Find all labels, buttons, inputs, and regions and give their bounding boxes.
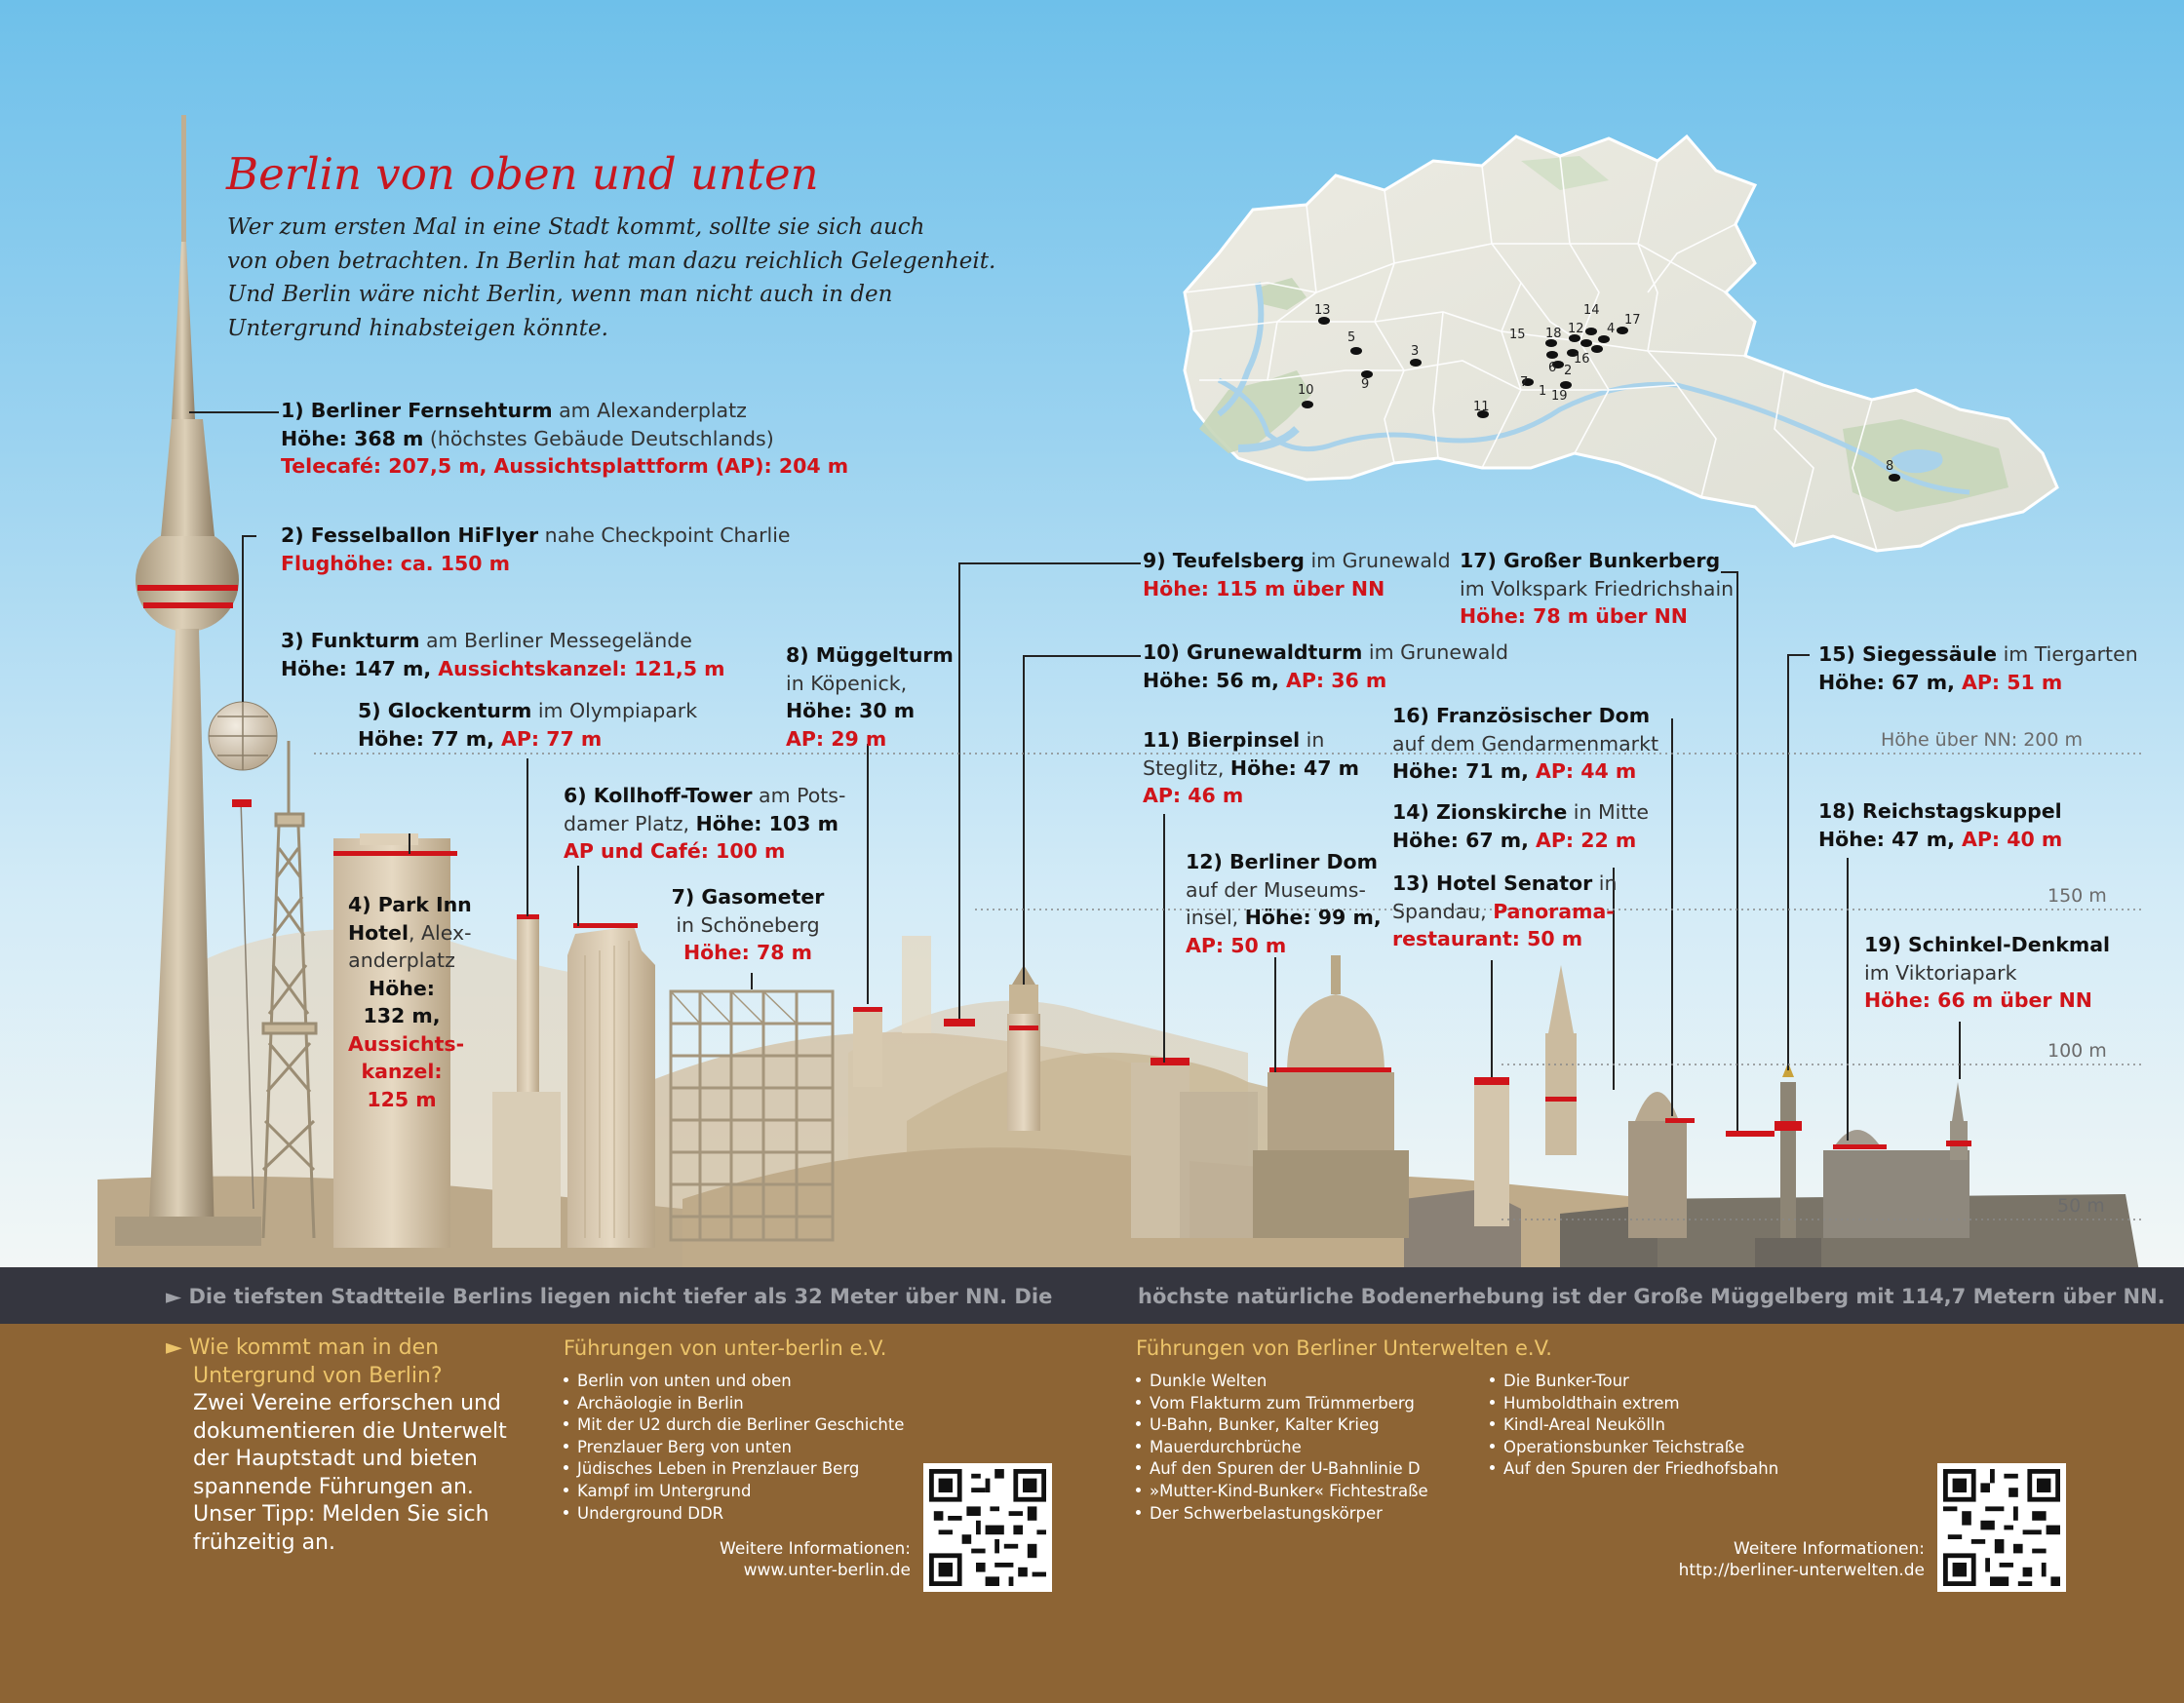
map-marker-5: 5 <box>1347 330 1356 345</box>
location: in Mitte <box>1567 800 1650 824</box>
location: im Grunewald <box>1362 640 1509 664</box>
height-line-50: 50 m <box>2057 1195 2105 1217</box>
label-schinkel <box>1864 931 2110 1015</box>
height: Höhe: 67 m, <box>1818 670 1963 694</box>
underground-body-line: spannende Führungen an. <box>193 1474 474 1499</box>
height: Höhe: 368 m <box>281 426 424 450</box>
map-marker-17: 17 <box>1624 313 1641 328</box>
unterwelten-heading: Führungen von Berliner Unterwelten e.V. <box>1136 1336 1552 1360</box>
label-funkturm <box>281 627 725 682</box>
label-mueggelturm <box>786 641 954 753</box>
name: 13) Hotel Senator <box>1392 871 1593 895</box>
list-item: »Mutter-Kind-Bunker« Fichtestraße <box>1136 1481 1428 1503</box>
list-item: Dunkle Welten <box>1136 1371 1428 1393</box>
name: 14) Zionskirche <box>1392 800 1568 824</box>
name: 10) Grunewaldturm <box>1143 640 1363 664</box>
label-teufelsberg <box>1143 547 1451 602</box>
intro-text <box>227 211 995 345</box>
location: im Tiergarten <box>1997 642 2138 666</box>
intro-line: von oben betrachten. In Berlin hat man dazu reichlich Gelegenheit. <box>227 248 996 274</box>
location: am Berliner Messegelände <box>419 629 692 652</box>
map-marker-11: 11 <box>1473 400 1490 414</box>
qr-code-unter-berlin <box>923 1463 1052 1592</box>
name: 3) Funkturm <box>281 629 420 652</box>
unter-berlin-list <box>564 1371 904 1525</box>
strip-text-left: ► Die tiefsten Stadtteile Berlins liegen nicht tiefer als 32 Meter über NN. Die <box>166 1285 1053 1308</box>
underground-body-line: Unser Tipp: Melden Sie sich <box>193 1502 489 1527</box>
location: , Alex- <box>408 920 472 945</box>
name: 16) Französischer Dom <box>1392 704 1651 727</box>
height: Höhe: 66 m über NN <box>1864 988 2092 1012</box>
location: Spandau, <box>1392 899 1494 923</box>
intro-line: Untergrund hinabsteigen könnte. <box>227 315 608 341</box>
map-marker-8: 8 <box>1886 459 1894 474</box>
location: im Olympiapark <box>531 699 698 722</box>
location: am Alexanderplatz <box>552 399 747 422</box>
location: anderplatz <box>348 948 455 972</box>
platform-height: AP: 77 m <box>501 726 603 751</box>
height: Höhe: 47 m, <box>1818 827 1963 851</box>
list-item: Jüdisches Leben in Prenzlauer Berg <box>564 1458 904 1481</box>
label-hiflyer <box>281 522 791 577</box>
platform-height: Panorama- <box>1493 899 1615 923</box>
height: Höhe: 147 m, <box>281 656 439 680</box>
platform-height: AP: 29 m <box>786 726 887 751</box>
unterwelten-link[interactable]: http://berliner-unterwelten.de <box>1678 1561 1925 1580</box>
list-item: Auf den Spuren der U-Bahnlinie D <box>1136 1458 1428 1481</box>
list-item: Berlin von unten und oben <box>564 1371 904 1393</box>
height: Höhe: 30 m <box>786 699 916 722</box>
name: 6) Kollhoff-Tower <box>564 784 753 807</box>
location: damer Platz, <box>564 811 696 835</box>
map-marker-19: 19 <box>1551 389 1568 404</box>
label-reichstag <box>1818 797 2062 853</box>
list-item: Auf den Spuren der Friedhofsbahn <box>1490 1458 1778 1481</box>
map-marker-13: 13 <box>1314 303 1331 318</box>
underground-body-line: der Hauptstadt und bieten <box>193 1447 478 1471</box>
label-glockenturm <box>358 697 697 753</box>
underground-question: Untergrund von Berlin? <box>193 1363 443 1388</box>
list-item: Der Schwerbelastungskörper <box>1136 1503 1428 1526</box>
platform-height: AP: 22 m <box>1536 828 1637 852</box>
name: 2) Fesselballon HiFlyer <box>281 523 539 547</box>
list-item: Operationsbunker Teichstraße <box>1490 1437 1778 1459</box>
map-marker-18: 18 <box>1545 327 1562 341</box>
platform-height: Aussichtskanzel: 121,5 m <box>438 656 725 680</box>
platform-height: 125 m <box>367 1087 437 1111</box>
location: im Viktoriapark <box>1864 960 2017 985</box>
intro-line: Wer zum ersten Mal in eine Stadt kommt, sollte sie sich auch <box>227 214 925 240</box>
unter-berlin-heading: Führungen von unter-berlin e.V. <box>564 1336 887 1360</box>
more-info-label: Weitere Informationen: <box>720 1539 911 1559</box>
label-zionskirche <box>1392 798 1649 854</box>
label-gasometer <box>650 883 845 967</box>
platform-height: kanzel: <box>361 1060 443 1083</box>
label-park-inn <box>348 891 472 1113</box>
unterwelten-list-2 <box>1490 1371 1778 1481</box>
height-line-150: 150 m <box>2048 885 2107 907</box>
platform-height: AP: 44 m <box>1536 759 1637 783</box>
platform-height: restaurant: 50 m <box>1392 927 1583 950</box>
platform-height: AP und Café: 100 m <box>564 839 786 863</box>
name: 15) Siegessäule <box>1818 642 1998 666</box>
height: Höhe: 71 m, <box>1392 759 1537 783</box>
label-siegessaeule <box>1818 640 2138 696</box>
list-item: Archäologie in Berlin <box>564 1393 904 1415</box>
name: 17) Großer Bunkerberg <box>1460 549 1721 572</box>
height: Höhe: 47 m <box>1229 755 1360 780</box>
list-item: Mauerdurchbrüche <box>1136 1437 1428 1459</box>
label-hotel-senator <box>1392 870 1617 953</box>
name: 19) Schinkel-Denkmal <box>1864 933 2111 956</box>
platform-height: AP: 40 m <box>1962 827 2063 851</box>
height: Höhe: 115 m über NN <box>1143 576 1385 600</box>
platform-height: AP: 50 m <box>1186 933 1287 957</box>
location: in <box>1592 871 1618 895</box>
list-item: Prenzlauer Berg von unten <box>564 1437 904 1459</box>
height: Höhe: <box>369 976 435 1000</box>
label-bierpinsel <box>1143 726 1359 810</box>
location: in Köpenick, <box>786 671 908 695</box>
name: 1) Berliner Fernsehturm <box>281 399 553 422</box>
map-marker-7: 7 <box>1520 375 1529 390</box>
location: in <box>1300 728 1325 752</box>
name: 5) Glockenturm <box>358 699 532 722</box>
height: Höhe: 99 m, <box>1244 906 1382 929</box>
list-item: Kampf im Untergrund <box>564 1481 904 1503</box>
height: Höhe: 103 m <box>695 811 838 835</box>
unterwelten-more <box>1679 1538 1925 1581</box>
height: Höhe: 78 m <box>682 941 813 964</box>
height-line-100: 100 m <box>2048 1040 2107 1062</box>
more-info-label: Weitere Informationen: <box>1734 1539 1925 1559</box>
height: 132 m, <box>363 1004 441 1027</box>
platform-height: AP: 51 m <box>1962 670 2063 694</box>
list-item: Vom Flakturm zum Trümmerberg <box>1136 1393 1428 1415</box>
location: in Schöneberg <box>676 912 820 937</box>
label-franzoesischer-dom <box>1392 702 1658 786</box>
label-kollhoff <box>564 782 845 866</box>
location: im Grunewald <box>1304 549 1451 572</box>
list-item: Humboldthain extrem <box>1490 1393 1778 1415</box>
platform-height: Telecafé: 207,5 m, Aussichtsplattform (AP): 204 m <box>281 454 849 478</box>
location: nahe Checkpoint Charlie <box>538 523 791 547</box>
location: am Pots- <box>752 784 846 807</box>
name: 8) Müggelturm <box>786 643 954 667</box>
map-marker-15: 15 <box>1509 328 1526 342</box>
height-line-200: Höhe über NN: 200 m <box>1881 729 2084 751</box>
name: 9) Teufelsberg <box>1143 549 1305 572</box>
map-marker-4: 4 <box>1607 322 1616 336</box>
platform-height: Aussichts- <box>348 1031 465 1056</box>
label-grunewaldturm <box>1143 639 1508 694</box>
label-berliner-dom <box>1186 848 1382 959</box>
location: auf dem Gendarmenmarkt <box>1392 731 1658 755</box>
list-item: Kindl-Areal Neukölln <box>1490 1414 1778 1437</box>
list-item: U-Bahn, Bunker, Kalter Krieg <box>1136 1414 1428 1437</box>
list-item: Die Bunker-Tour <box>1490 1371 1778 1393</box>
map-marker-12: 12 <box>1568 322 1584 336</box>
underground-intro <box>166 1335 507 1557</box>
list-item: Mit der U2 durch die Berliner Geschichte <box>564 1414 904 1437</box>
map-marker-6: 6 <box>1548 361 1557 375</box>
platform-height: AP: 46 m <box>1143 784 1244 807</box>
platform-height: AP: 36 m <box>1286 668 1387 692</box>
list-item: Underground DDR <box>564 1503 904 1526</box>
map-marker-14: 14 <box>1583 303 1600 318</box>
underground-body-line: dokumentieren die Unterwelt <box>193 1418 507 1444</box>
underground-body-line: Zwei Vereine erforschen und <box>193 1391 501 1415</box>
height: Höhe: 67 m, <box>1392 828 1537 852</box>
underground-body-line: frühzeitig an. <box>193 1529 335 1555</box>
flight-height: Flughöhe: ca. 150 m <box>281 551 511 575</box>
label-bunkerberg <box>1460 547 1734 631</box>
unter-berlin-more <box>720 1538 911 1581</box>
unterwelten-list-1 <box>1136 1371 1428 1525</box>
location: Steglitz, <box>1143 755 1230 780</box>
map-marker-1: 1 <box>1539 384 1547 399</box>
height: Höhe: 77 m, <box>358 726 502 751</box>
map-marker-3: 3 <box>1411 344 1420 359</box>
location: im Volkspark Friedrichshain <box>1460 576 1735 600</box>
name: 7) Gasometer <box>671 885 825 909</box>
page-title: Berlin von oben und unten <box>226 148 819 200</box>
location: insel, <box>1186 906 1245 929</box>
map-marker-10: 10 <box>1298 383 1314 398</box>
map-marker-16: 16 <box>1574 352 1590 367</box>
map-marker-9: 9 <box>1361 377 1370 392</box>
height: Höhe: 56 m, <box>1143 668 1287 692</box>
height-note: (höchstes Gebäude Deutschlands) <box>423 426 774 450</box>
name: 12) Berliner Dom <box>1186 850 1378 873</box>
unter-berlin-link[interactable]: www.unter-berlin.de <box>743 1561 911 1580</box>
height: Höhe: 78 m über NN <box>1460 604 1688 628</box>
name: 11) Bierpinsel <box>1143 728 1301 752</box>
name: 18) Reichstagskuppel <box>1818 799 2062 823</box>
location: auf der Museums- <box>1186 877 1366 902</box>
underground-question: ► Wie kommt man in den <box>166 1335 440 1360</box>
name: 4) Park Inn <box>348 893 472 916</box>
strip-text-right: höchste natürliche Bodenerhebung ist der Große Müggelberg mit 114,7 Metern über NN. <box>1138 1285 2165 1308</box>
intro-line: Und Berlin wäre nicht Berlin, wenn man nicht auch in den <box>227 282 893 307</box>
map-marker-2: 2 <box>1564 364 1573 378</box>
name: Hotel <box>348 920 409 945</box>
label-fernsehturm <box>281 397 848 481</box>
qr-code-unterwelten <box>1937 1463 2066 1592</box>
